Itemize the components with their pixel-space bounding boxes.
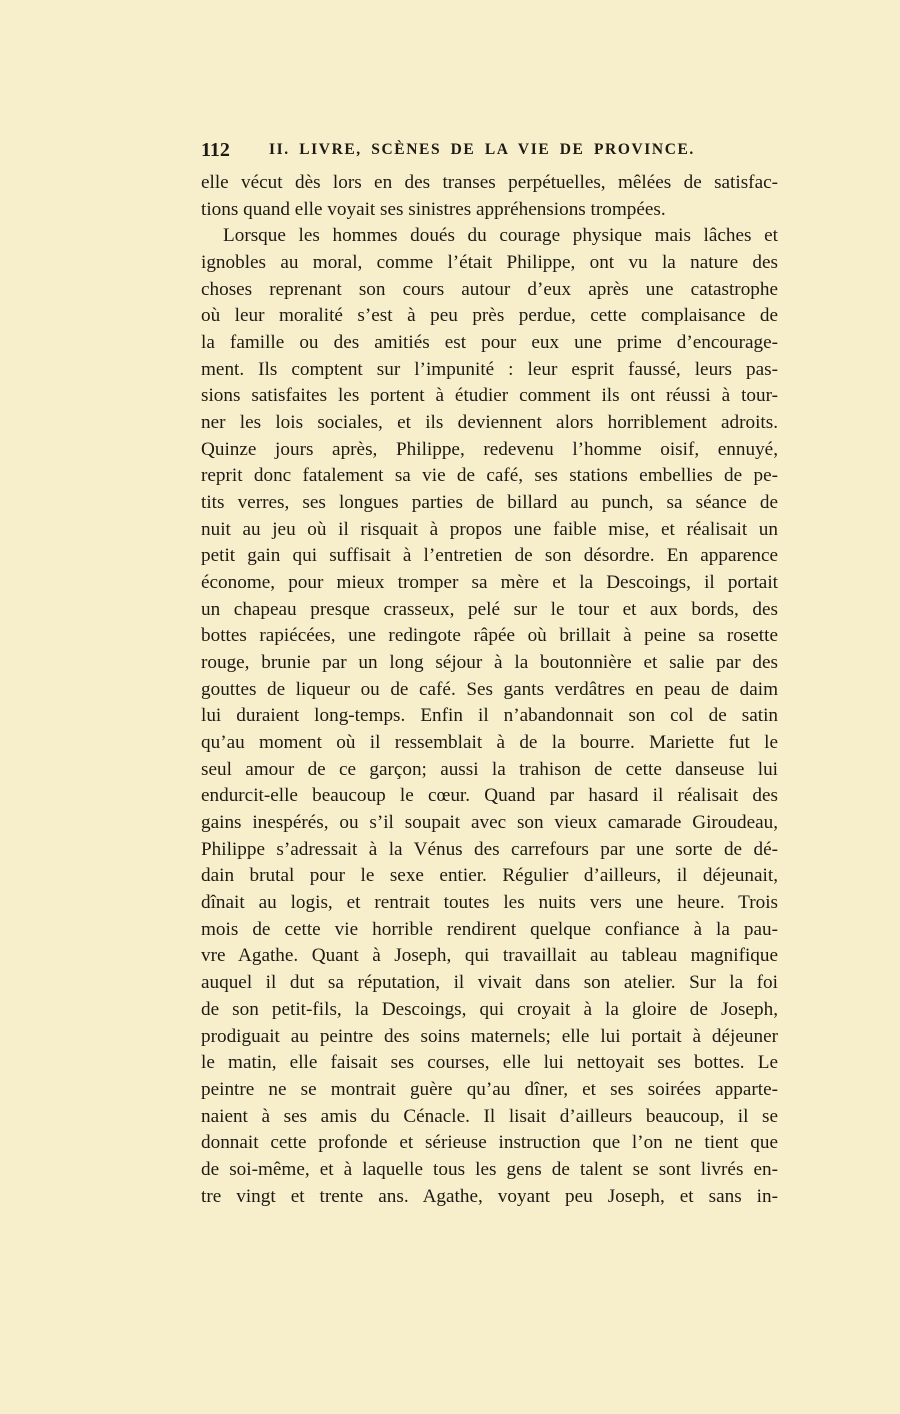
text-line: le matin, elle faisait ses courses, elle lui nettoyait ses bottes. Le	[201, 1052, 778, 1074]
text-line: donnait cette profonde et sérieuse instruction que l’on ne tient que	[201, 1132, 778, 1154]
text-line: Philippe s’adressait à la Vénus des carrefours par une sorte de dé-	[201, 838, 778, 860]
text-line: Quinze jours après, Philippe, redevenu l’homme oisif, ennuyé,	[201, 438, 778, 460]
text-line: de soi-même, et à laquelle tous les gens de talent se sont livrés en-	[201, 1158, 778, 1180]
text-line: Lorsque les hommes doués du courage physique mais lâches et	[223, 225, 778, 247]
text-line: gouttes de liqueur ou de café. Ses gants verdâtres en peau de daim	[201, 678, 778, 700]
text-line: dain brutal pour le sexe entier. Régulier d’ailleurs, il déjeunait,	[201, 865, 778, 887]
page-number: 112	[201, 139, 230, 161]
text-line: où leur moralité s’est à peu près perdue, cette complaisance de	[201, 305, 778, 327]
text-line: tre vingt et trente ans. Agathe, voyant peu Joseph, et sans in-	[201, 1185, 778, 1207]
text-line: un chapeau presque crasseux, pelé sur le tour et aux bords, des	[201, 598, 778, 620]
text-line: nuit au jeu où il risquait à propos une faible mise, et réalisait un	[201, 518, 778, 540]
text-line: endurcit-elle beaucoup le cœur. Quand par hasard il réalisait des	[201, 785, 778, 807]
text-line: choses reprenant son cours autour d’eux après une catastrophe	[201, 278, 778, 300]
running-title: II. LIVRE, SCÈNES DE LA VIE DE PROVINCE.	[269, 141, 695, 158]
text-line: tits verres, ses longues parties de billard au punch, sa séance de	[201, 492, 778, 514]
text-line: bottes rapiécées, une redingote râpée où brillait à peine sa rosette	[201, 625, 778, 647]
text-line: sions satisfaites les portent à étudier comment ils ont réussi à tour-	[201, 385, 778, 407]
text-line: ment. Ils comptent sur l’impunité : leur esprit faussé, leurs pas-	[201, 358, 778, 380]
text-line: qu’au moment où il ressemblait à de la bourre. Mariette fut le	[201, 732, 778, 754]
text-line: prodiguait au peintre des soins maternels; elle lui portait à déjeuner	[201, 1025, 778, 1047]
running-header	[201, 139, 701, 165]
text-line: économe, pour mieux tromper sa mère et la Descoings, il portait	[201, 572, 778, 594]
text-line: mois de cette vie horrible rendirent quelque confiance à la pau-	[201, 918, 778, 940]
text-line: reprit donc fatalement sa vie de café, ses stations embellies de pe-	[201, 465, 778, 487]
text-line: vre Agathe. Quant à Joseph, qui travaillait au tableau magnifique	[201, 945, 778, 967]
text-line: peintre ne se montrait guère qu’au dîner, et ses soirées apparte-	[201, 1078, 778, 1100]
text-line: dînait au logis, et rentrait toutes les nuits vers une heure. Trois	[201, 892, 778, 914]
text-line: elle vécut dès lors en des transes perpétuelles, mêlées de satisfac-	[201, 172, 778, 193]
page-body-text	[201, 170, 778, 1210]
text-line: la famille ou des amitiés est pour eux une prime d’encourage-	[201, 332, 778, 354]
text-line: auquel il dut sa réputation, il vivait dans son atelier. Sur la foi	[201, 972, 778, 994]
text-line: naient à ses amis du Cénacle. Il lisait d’ailleurs beaucoup, il se	[201, 1105, 778, 1127]
text-line: rouge, brunie par un long séjour à la boutonnière et salie par des	[201, 652, 778, 674]
text-line: seul amour de ce garçon; aussi la trahison de cette danseuse lui	[201, 758, 778, 780]
text-line: petit gain qui suffisait à l’entretien de son désordre. En apparence	[201, 545, 778, 567]
text-line: de son petit-fils, la Descoings, qui croyait à la gloire de Joseph,	[201, 998, 778, 1020]
text-line: lui duraient long-temps. Enfin il n’abandonnait son col de satin	[201, 705, 778, 727]
text-line: ner les lois sociales, et ils deviennent alors horriblement adroits.	[201, 412, 778, 434]
text-line: tions quand elle voyait ses sinistres appréhensions trompées.	[201, 198, 666, 220]
text-line: ignobles au moral, comme l’était Philippe, ont vu la nature des	[201, 252, 778, 274]
text-line: gains inespérés, ou s’il soupait avec son vieux camarade Giroudeau,	[201, 812, 778, 834]
